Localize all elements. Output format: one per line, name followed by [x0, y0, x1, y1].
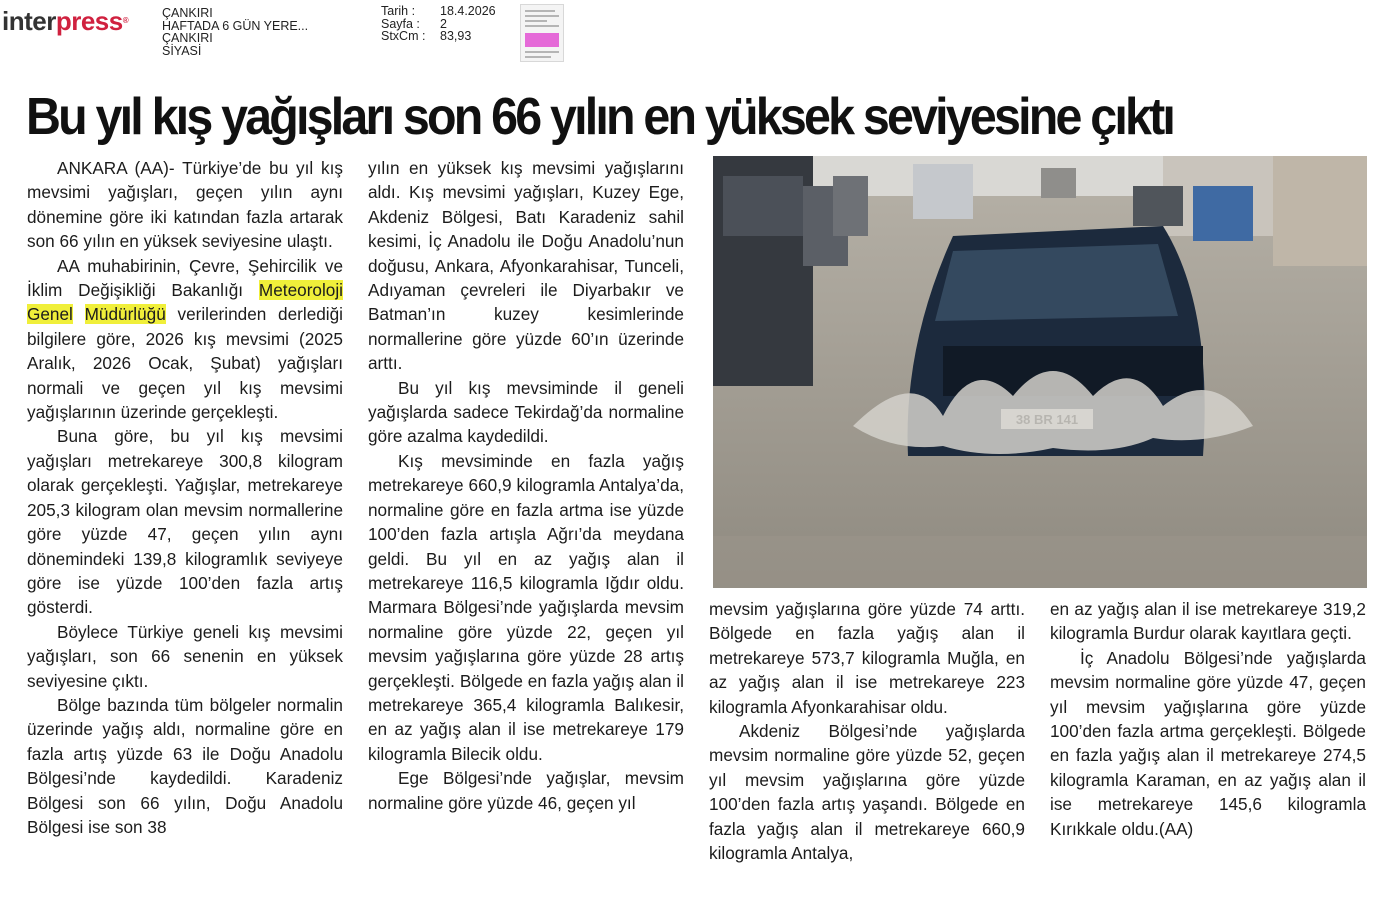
paragraph: Bu yıl kış mevsiminde il geneli yağışlarda sadece Tekirdağ’da normaline göre azalma kaydedildi.: [368, 377, 684, 447]
paragraph: Ege Bölgesi’nde yağışlar, mevsim normaline göre yüzde 46, geçen yıl: [368, 768, 684, 813]
headline: Bu yıl kış yağışları son 66 yılın en yüksek seviyesine çıktı: [26, 88, 1174, 146]
flooded-street-car-photo: [713, 156, 1367, 588]
category-label: SİYASİ: [162, 43, 202, 58]
paragraph: Bölge bazında tüm bölgeler normalin üzerinde yağış aldı, normaline göre en fazla artış yüzde 63 ile Doğu Anadolu Bölgesi’nde kaydedildi. Karadeniz Bölgesi son 66 yılın, Doğu Anadolu Bölgesi ise son 38: [27, 694, 343, 837]
city-label: ÇANKIRI: [162, 6, 213, 20]
date-row: Tarih : 18.4.2026: [381, 4, 496, 18]
interpress-logo: interpress®: [2, 6, 129, 36]
stxcm-row: StxCm : 83,93: [381, 29, 472, 43]
paragraph: İç Anadolu Bölgesi’nde yağışlarda mevsim normaline göre yüzde 47, geçen yıl mevsim yağışlarına göre yüzde 100’den fazla artma gerçekleşti. Bölgede en fazla yağış alan il metrekareye 274,5 kilogramla Karaman, en az yağış alan il ise metrekareye 145,6 kilogramla Kırıkkale oldu.(AA): [1050, 647, 1366, 839]
page-row: Sayfa : 2: [381, 16, 447, 31]
clipping-source-info: [162, 7, 308, 57]
paragraph: mevsim yağışlarına göre yüzde 74 arttı. Bölgede en fazla yağış alan il metrekareye 573,7 kilogramla Muğla, en az yağış alan il ise metrekareye 223 kilogramla Afyonkarahisar oldu.: [709, 599, 1025, 717]
highlighted-term: Genel: [27, 304, 73, 325]
highlighted-term: Müdürlüğü: [84, 304, 166, 325]
paragraph: Böylece Türkiye geneli kış mevsimi yağışları, son 66 senenin en yüksek seviyesine çıktı.: [27, 621, 343, 691]
clipping-meta: [381, 5, 496, 43]
publication-name: HAFTADA 6 GÜN YERE...: [162, 18, 309, 33]
paragraph: Kış mevsiminde en fazla yağış metrekareye 660,9 kilogramla Antalya’da, normaline göre en fazla artma ise yüzde 100’den fazla artışla Ağrı’da meydana geldi. Bu yıl en az yağış alan il metrekareye 116,5 kilogramla Iğdır oldu. Marmara Bölgesi’nde yağışlarda mevsim normaline göre yüzde 22, geçen yıl mevsim yağışlarına göre yüzde 28 artış gerçekleşti. Bölgede en fazla yağış alan il metrekareye 365,4 kilogramla Balıkesir, en az yağış alan il ise metrekareye 179 kilogramla Bilecik oldu.: [368, 450, 684, 764]
page-thumbnail[interactable]: [520, 4, 564, 62]
article-column-3: [709, 597, 1025, 865]
region-label: ÇANKIRI: [162, 31, 213, 45]
paragraph: yılın en yüksek kış mevsimi yağışlarını aldı. Kış mevsimi yağışları, Kuzey Ege, Akdeniz Bölgesi, Batı Karadeniz sahil kesimi, İç Anadolu ile Doğu Anadolu’nun doğusu, Ankara, Afyonkarahisar, Tunceli, Adıyaman çevreleri ile Diyarbakır ve Batman’ın kuzey kesimlerinde normallerine göre yüzde 60’ın üzerinde arttı.: [368, 158, 684, 374]
article-column-2: [368, 156, 684, 815]
article-column-4: [1050, 597, 1366, 841]
paragraph: Buna göre, bu yıl kış mevsimi yağışları metrekareye 300,8 kilogram olarak gerçekleşti. Yağışlar, metrekareye 205,3 kilogram olan mevsim normallerine göre yüzde 47, geçen yılın aynı dönemindeki 139,8 kilogramlık seviyeye göre ise yüzde 100’den fazla artış gösterdi.: [27, 426, 343, 618]
paragraph: ANKARA (AA)- Türkiye’de bu yıl kış mevsimi yağışları, geçen yılın aynı dönemine göre iki katından fazla artarak son 66 yılın en yüksek seviyesine ulaştı.: [27, 158, 343, 252]
paragraph: AA muhabirinin, Çevre, Şehircilik ve İklim Değişikliği Bakanlığı Meteoroloji Genel Müdürlüğü verilerinden derlediği bilgilere göre, 2026 kış mevsimi (2025 Aralık, 2026 Ocak, Şubat) yağışları normali ve geçen yıl kış mevsimi yağışlarının üzerinde gerçekleşti.: [27, 255, 344, 423]
highlighted-term: Meteoroloji: [258, 280, 343, 301]
paragraph: en az yağış alan il ise metrekareye 319,2 kilogramla Burdur olarak kayıtlara geçti.: [1050, 599, 1366, 644]
paragraph: Akdeniz Bölgesi’nde yağışlarda mevsim normaline göre yüzde 52, geçen yıl mevsim yağışlarına göre yüzde 100’den fazla artış yaşandı. Bölgede en fazla yağış alan il metrekareye 660,9 kilogramla Antalya,: [709, 721, 1025, 864]
article-column-1: [27, 156, 343, 839]
